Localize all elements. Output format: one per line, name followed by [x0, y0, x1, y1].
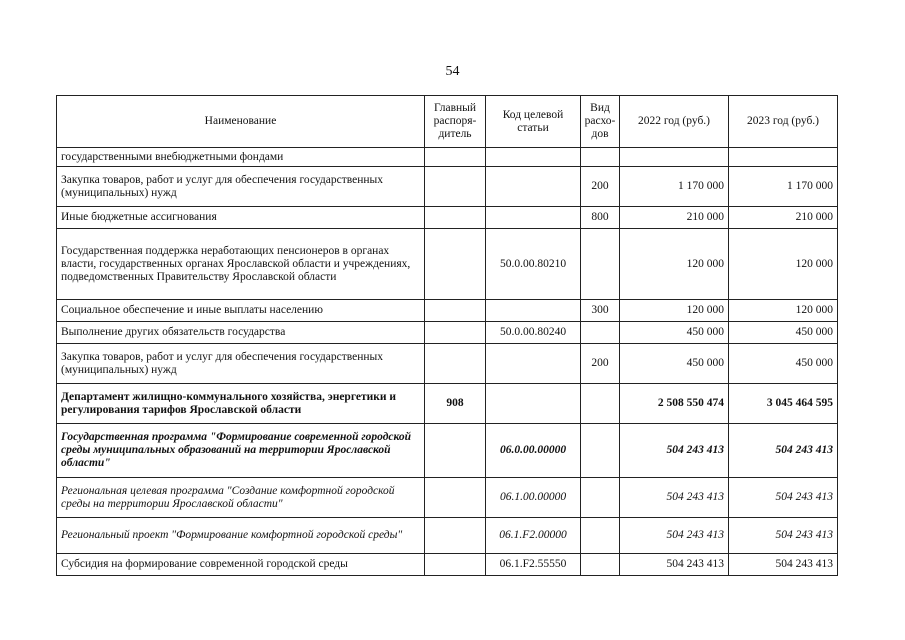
- table-row: [57, 344, 838, 384]
- cell-code: [486, 207, 581, 229]
- cell-name: Государственная программа "Формирование современной городской среды муниципальных образований на территории Ярославской области": [57, 424, 425, 478]
- cell-vid: [581, 518, 620, 554]
- cell-grbs: 908: [425, 384, 486, 424]
- cell-grbs: [425, 344, 486, 384]
- table-row: [57, 424, 838, 478]
- cell-grbs: [425, 148, 486, 167]
- cell-2022: 450 000: [620, 344, 729, 384]
- cell-grbs: [425, 229, 486, 300]
- table-row: [57, 207, 838, 229]
- cell-2023: 1 170 000: [729, 167, 838, 207]
- cell-grbs: [425, 478, 486, 518]
- cell-2022: 1 170 000: [620, 167, 729, 207]
- cell-name: Региональная целевая программа "Создание комфортной городской среды на территории Ярославской области": [57, 478, 425, 518]
- cell-name: Закупка товаров, работ и услуг для обеспечения государственных (муниципальных) нужд: [57, 344, 425, 384]
- cell-2023: 450 000: [729, 344, 838, 384]
- cell-vid: [581, 148, 620, 167]
- cell-name: Департамент жилищно-коммунального хозяйства, энергетики и регулирования тарифов Ярославской области: [57, 384, 425, 424]
- cell-name: Региональный проект "Формирование комфортной городской среды": [57, 518, 425, 554]
- table-row: [57, 322, 838, 344]
- cell-2023: 504 243 413: [729, 478, 838, 518]
- cell-2023: 504 243 413: [729, 424, 838, 478]
- cell-name: Социальное обеспечение и иные выплаты населению: [57, 300, 425, 322]
- cell-code: 06.1.F2.00000: [486, 518, 581, 554]
- cell-code: [486, 300, 581, 322]
- cell-2022: 504 243 413: [620, 554, 729, 576]
- table-row: [57, 300, 838, 322]
- cell-vid: [581, 384, 620, 424]
- cell-code: [486, 148, 581, 167]
- cell-vid: [581, 478, 620, 518]
- cell-2022: [620, 148, 729, 167]
- table-row: [57, 478, 838, 518]
- header-2023: 2023 год (руб.): [729, 96, 838, 148]
- cell-vid: [581, 322, 620, 344]
- cell-2023: [729, 148, 838, 167]
- table-row: [57, 554, 838, 576]
- cell-code: 06.1.00.00000: [486, 478, 581, 518]
- cell-grbs: [425, 424, 486, 478]
- cell-grbs: [425, 322, 486, 344]
- cell-2022: 2 508 550 474: [620, 384, 729, 424]
- cell-name: Субсидия на формирование современной городской среды: [57, 554, 425, 576]
- header-name: Наименование: [57, 96, 425, 148]
- header-code: Код целевой статьи: [486, 96, 581, 148]
- cell-grbs: [425, 207, 486, 229]
- header-2022: 2022 год (руб.): [620, 96, 729, 148]
- cell-name: Государственная поддержка неработающих пенсионеров в органах власти, государственных органах Ярославской области и учреждениях, подведомственных Правительству Ярославской области: [57, 229, 425, 300]
- table-row: [57, 518, 838, 554]
- cell-2022: 210 000: [620, 207, 729, 229]
- cell-code: [486, 167, 581, 207]
- cell-grbs: [425, 300, 486, 322]
- cell-code: 50.0.00.80210: [486, 229, 581, 300]
- cell-2022: 120 000: [620, 229, 729, 300]
- cell-vid: 200: [581, 167, 620, 207]
- cell-vid: [581, 424, 620, 478]
- header-grbs: Главный распоря-дитель: [425, 96, 486, 148]
- table-row: [57, 148, 838, 167]
- cell-code: 50.0.00.80240: [486, 322, 581, 344]
- table-row: [57, 384, 838, 424]
- cell-vid: [581, 229, 620, 300]
- cell-code: 06.1.F2.55550: [486, 554, 581, 576]
- cell-2023: 504 243 413: [729, 554, 838, 576]
- cell-2023: 210 000: [729, 207, 838, 229]
- table-row: [57, 167, 838, 207]
- table-header-row: [57, 96, 838, 148]
- cell-2023: 504 243 413: [729, 518, 838, 554]
- cell-name: государственными внебюджетными фондами: [57, 148, 425, 167]
- cell-vid: 200: [581, 344, 620, 384]
- cell-name: Выполнение других обязательств государства: [57, 322, 425, 344]
- cell-grbs: [425, 518, 486, 554]
- table-row: [57, 229, 838, 300]
- cell-code: [486, 344, 581, 384]
- cell-2022: 120 000: [620, 300, 729, 322]
- cell-vid: [581, 554, 620, 576]
- cell-name: Закупка товаров, работ и услуг для обеспечения государственных (муниципальных) нужд: [57, 167, 425, 207]
- header-vid: Вид расхо-дов: [581, 96, 620, 148]
- cell-vid: 300: [581, 300, 620, 322]
- cell-name: Иные бюджетные ассигнования: [57, 207, 425, 229]
- budget-table: [56, 95, 838, 576]
- cell-code: [486, 384, 581, 424]
- cell-code: 06.0.00.00000: [486, 424, 581, 478]
- cell-2023: 3 045 464 595: [729, 384, 838, 424]
- cell-2023: 120 000: [729, 229, 838, 300]
- cell-2022: 504 243 413: [620, 518, 729, 554]
- cell-grbs: [425, 554, 486, 576]
- page-number: 54: [445, 64, 460, 79]
- cell-2023: 120 000: [729, 300, 838, 322]
- cell-2022: 504 243 413: [620, 478, 729, 518]
- cell-2022: 450 000: [620, 322, 729, 344]
- cell-2022: 504 243 413: [620, 424, 729, 478]
- cell-2023: 450 000: [729, 322, 838, 344]
- cell-vid: 800: [581, 207, 620, 229]
- cell-grbs: [425, 167, 486, 207]
